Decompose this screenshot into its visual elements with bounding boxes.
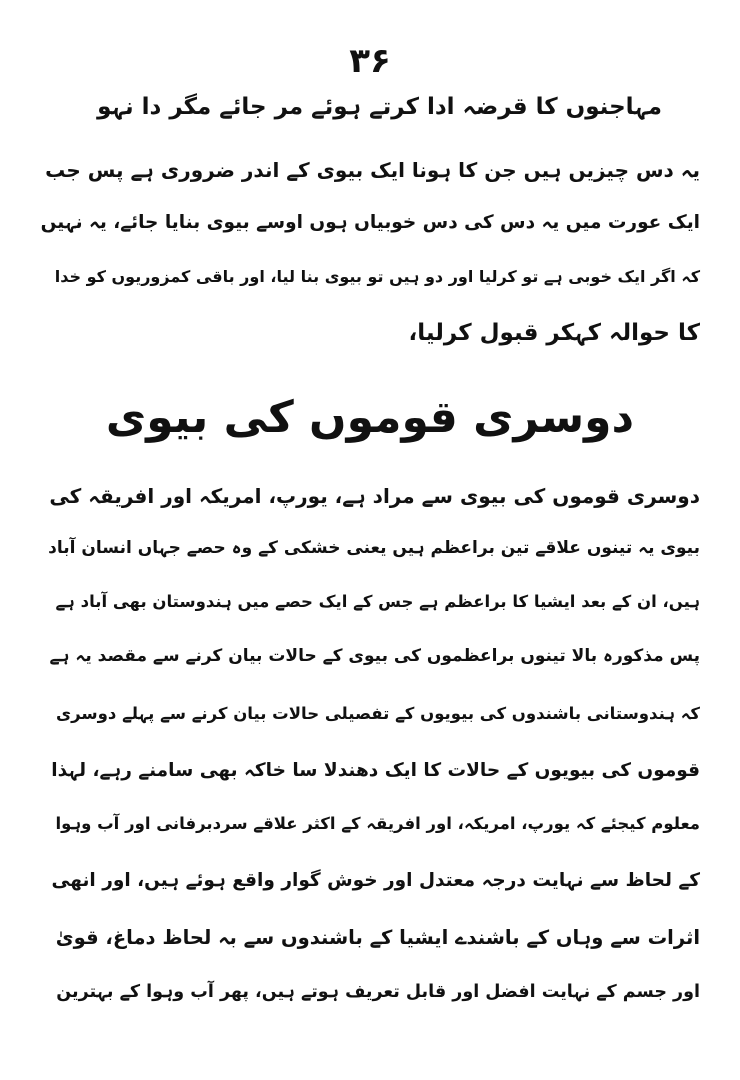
paragraph-line: کہ ہندوستانی باشندوں کی بیویوں کے تفصیلی حالات بیان کرنے سے پہلے دوسری	[56, 704, 700, 723]
paragraph-line: مہاجنوں کا قرضہ ادا کرتے ہوئے مر جائے مگر دا نہو	[97, 94, 662, 120]
paragraph-line: ایک عورت میں یہ دس کی دس خوبیاں ہوں اوسے بیوی بنایا جائے، یہ نہیں	[40, 212, 700, 233]
paragraph-line: ہیں، ان کے بعد ایشیا کا براعظم ہے جس کے ایک حصے میں ہندوستان بھی آباد ہے	[55, 592, 700, 611]
paragraph-line: اثرات سے وہاں کے باشندے ایشیا کے باشندوں سے بہ لحاظ دماغ، قویٰ	[55, 926, 700, 949]
paragraph-line: بیوی یہ تینوں علاقے تین براعظم ہیں یعنی خشکی کے وہ حصے جہاں انسان آباد	[48, 538, 700, 558]
paragraph-line: معلوم کیجئے کہ یورپ، امریکہ، اور افریقہ کے اکثر علاقے سردبرفانی اور آب وہوا	[55, 814, 700, 833]
paragraph-line: اور جسم کے نہایت افضل اور قابل تعریف ہوتے ہیں، پھر آب وہوا کے بہترین	[56, 982, 700, 1002]
paragraph-line: کہ اگر ایک خوبی ہے تو کرلیا اور دو ہیں تو بیوی بنا لیا، اور باقی کمزوریوں کو خدا	[54, 267, 700, 286]
paragraph-line: کا حوالہ کہکر قبول کرلیا،	[408, 320, 700, 346]
paragraph-line: پس مذکورہ بالا تینوں براعظموں کی بیوی کے حالات بیان کرنے سے مقصد یہ ہے	[49, 646, 700, 666]
paragraph-line: دوسری قوموں کی بیوی سے مراد ہے، یورپ، امریکہ اور افریقہ کی	[49, 484, 700, 508]
page-number: ۳۶	[349, 41, 391, 81]
paragraph-line: قوموں کی بیویوں کے حالات کا ایک دھندلا سا خاکہ بھی سامنے رہے، لہذا	[51, 760, 700, 781]
section-heading: دوسری قوموں کی بیوی	[105, 392, 635, 443]
paragraph-line: یہ دس چیزیں ہیں جن کا ہونا ایک بیوی کے اندر ضروری ہے پس جب	[45, 158, 700, 182]
paragraph-line: کے لحاظ سے نہایت درجہ معتدل اور خوش گوار واقع ہوئے ہیں، اور انھی	[51, 870, 700, 891]
